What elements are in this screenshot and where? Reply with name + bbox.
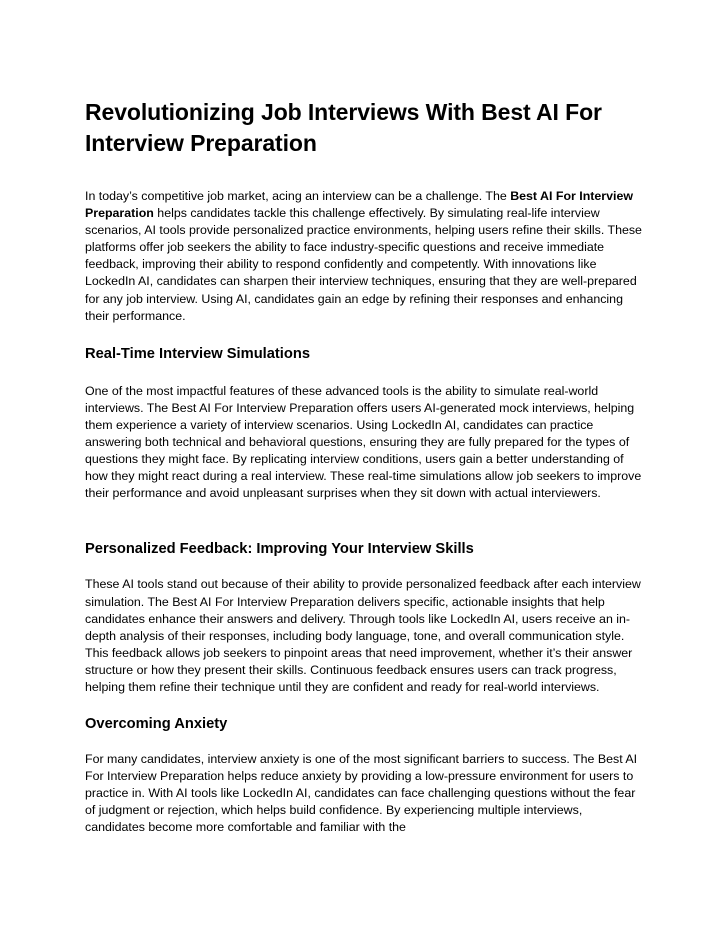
section-heading-feedback: Personalized Feedback: Improving Your Interview Skills [85,541,474,558]
document-page [85,97,645,837]
section-body-feedback: These AI tools stand out because of their ability to provide personalized feedback after each interview simulation. The Best AI For Interview Preparation delivers specific, actionable insights that help candidates enhance their answers and delivery. Through tools like LockedIn AI, users receive an in-depth analysis of their responses, including body language, tone, and overall communication style. This feedback allows job seekers to pinpoint areas that need improvement, whether it’s their answer structure or how they present their skills. Continuous feedback ensures users can track progress, helping them refine their technique until they are confident and ready for real-world interviews. [85,577,641,694]
intro-text-start: In today’s competitive job market, acing an interview can be a challenge. The [85,189,511,203]
section-body-simulations: One of the most impactful features of these advanced tools is the ability to simulate real-world interviews. The Best AI For Interview Preparation offers users AI-generated mock interviews, helping them experience a variety of interview scenarios. Using LockedIn AI, candidates can practice answering both technical and behavioral questions, ensuring they are fully prepared for the types of questions they might face. By replicating interview conditions, users gain a better understanding of how they might react during a real interview. These real-time simulations allow job seekers to improve their performance and avoid unpleasant surprises when they sit down with actual interviewers. [85,383,642,501]
intro-bold-keyword: Best AI For Interview Preparation [85,189,633,221]
section-heading-anxiety: Overcoming Anxiety [85,716,228,733]
intro-text-end: helps candidates tackle this challenge effectively. By simulating real-life interview scenarios, AI tools provide personalized practice environments, helping users refine their skills. These platforms offer job seekers the ability to face industry-specific questions and receive immediate feedback, improving their ability to respond confidently and competently. With innovations like LockedIn AI, candidates can sharpen their interview techniques, ensuring that they are well-prepared for any job interview. Using AI, candidates gain an edge by refining their responses and enhancing their performance. [85,206,642,323]
section-heading-simulations: Real-Time Interview Simulations [85,345,311,362]
section-body-anxiety: For many candidates, interview anxiety is one of the most significant barriers to success. The Best AI For Interview Preparation helps reduce anxiety by providing a low-pressure environment for users to practice in. With AI tools like LockedIn AI, candidates can face challenging questions without the fear of judgment or rejection, which helps build confidence. By experiencing multiple interviews, candidates become more comfortable and familiar with the [85,752,638,835]
page-title: Revolutionizing Job Interviews With Best AI For Interview Preparation [85,99,602,156]
intro-paragraph [85,188,645,325]
